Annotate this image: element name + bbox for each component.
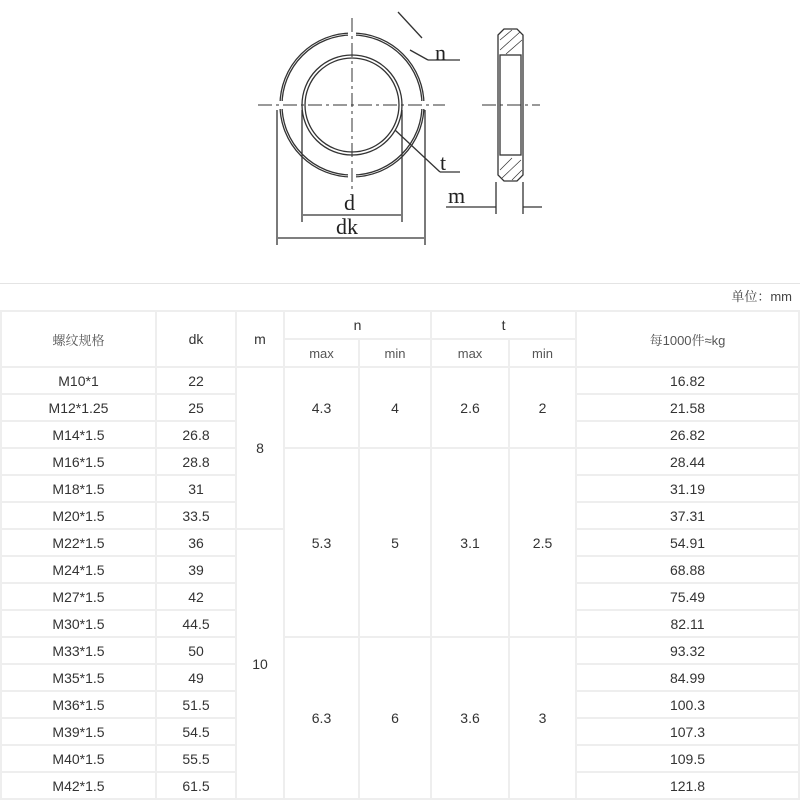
cell-spec: M36*1.5 [1,691,156,718]
cell-dk: 49 [156,664,236,691]
cell-spec: M39*1.5 [1,718,156,745]
table-row [1,367,799,394]
cell-dk: 25 [156,394,236,421]
header-spec: 螺纹规格 [1,311,156,367]
header-dk: dk [156,311,236,367]
cell-dk: 55.5 [156,745,236,772]
cell-spec: M18*1.5 [1,475,156,502]
cell-n-min: 4 [359,367,431,448]
cell-dk: 51.5 [156,691,236,718]
cell-t-min: 3 [509,637,576,799]
cell-weight: 37.31 [576,502,799,529]
label-n: n [435,40,446,65]
cell-dk: 36 [156,529,236,556]
cell-dk: 61.5 [156,772,236,799]
cell-spec: M20*1.5 [1,502,156,529]
cell-t-min: 2.5 [509,448,576,637]
cell-weight: 68.88 [576,556,799,583]
lock-nut-drawing [250,0,550,260]
header-n: n [284,311,431,339]
cell-weight: 54.91 [576,529,799,556]
cell-t-max: 2.6 [431,367,509,448]
cell-weight: 109.5 [576,745,799,772]
header-n-max: max [284,339,359,367]
unit-label: 单位：mm [731,289,792,304]
cell-weight: 107.3 [576,718,799,745]
cell-dk: 44.5 [156,610,236,637]
header-t-max: max [431,339,509,367]
cell-n-max: 5.3 [284,448,359,637]
cell-weight: 26.82 [576,421,799,448]
cell-spec: M12*1.25 [1,394,156,421]
cell-dk: 31 [156,475,236,502]
label-t: t [440,150,447,175]
header-m: m [236,311,284,367]
cell-weight: 93.32 [576,637,799,664]
cell-dk: 42 [156,583,236,610]
cell-dk: 54.5 [156,718,236,745]
header-t: t [431,311,576,339]
cell-n-max: 6.3 [284,637,359,799]
cell-weight: 75.49 [576,583,799,610]
spec-table [0,310,800,800]
cell-weight: 121.8 [576,772,799,799]
cell-weight: 21.58 [576,394,799,421]
cell-weight: 84.99 [576,664,799,691]
table-row [1,448,799,475]
cell-weight: 31.19 [576,475,799,502]
cell-dk: 50 [156,637,236,664]
cell-spec: M22*1.5 [1,529,156,556]
label-d: d [344,190,355,215]
cell-weight: 100.3 [576,691,799,718]
cell-t-max: 3.1 [431,448,509,637]
cell-t-min: 2 [509,367,576,448]
cell-m: 8 [236,367,284,529]
cell-spec: M16*1.5 [1,448,156,475]
label-dk: dk [336,214,358,239]
divider [0,283,800,284]
cell-spec: M14*1.5 [1,421,156,448]
header-n-min: min [359,339,431,367]
cell-m: 10 [236,529,284,799]
cell-spec: M40*1.5 [1,745,156,772]
cell-spec: M27*1.5 [1,583,156,610]
cell-dk: 22 [156,367,236,394]
table-row [1,637,799,664]
cell-spec: M10*1 [1,367,156,394]
cell-n-max: 4.3 [284,367,359,448]
cell-dk: 39 [156,556,236,583]
cell-spec: M30*1.5 [1,610,156,637]
cell-t-max: 3.6 [431,637,509,799]
label-m: m [448,183,466,208]
cell-spec: M35*1.5 [1,664,156,691]
cell-weight: 16.82 [576,367,799,394]
header-t-min: min [509,339,576,367]
cell-dk: 33.5 [156,502,236,529]
header-weight: 每1000件≈kg [576,311,799,367]
cell-dk: 26.8 [156,421,236,448]
cell-n-min: 6 [359,637,431,799]
cell-weight: 82.11 [576,610,799,637]
cell-spec: M33*1.5 [1,637,156,664]
cell-weight: 28.44 [576,448,799,475]
cell-spec: M42*1.5 [1,772,156,799]
cell-spec: M24*1.5 [1,556,156,583]
cell-dk: 28.8 [156,448,236,475]
cell-n-min: 5 [359,448,431,637]
